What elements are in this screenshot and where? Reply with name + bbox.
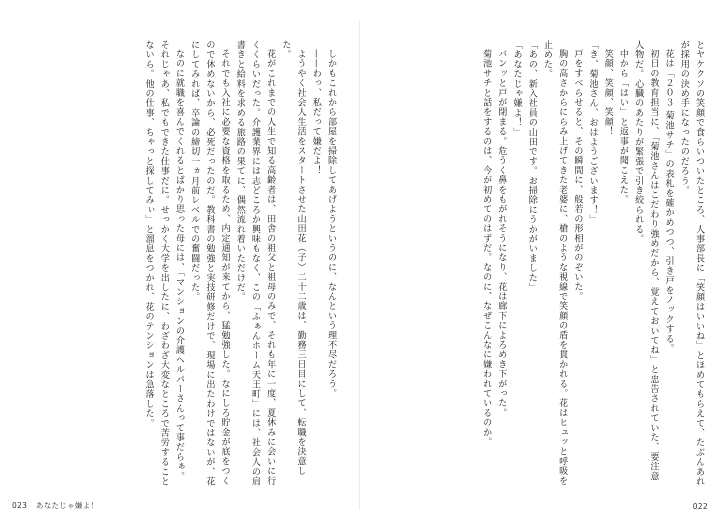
left-page-footer [12, 500, 98, 511]
paragraph: 花がこれまでの人生で知る高齢者は、田舎の祖父と祖母のみで、それも年に一度、夏休みに会いに行くくらいだった。介護業界には志どころか興味もなく、この「ふぁんホーム天王町」には、社会人の肩書きと給料を求める旅路の果てに、偶然流れ着いただけだ。 [234, 40, 276, 487]
paragraph: 「き、菊池さん、おはようございます！」 [587, 40, 598, 225]
page-number: 023 [12, 501, 28, 510]
paragraph: 中から「はい」と返事が聞こえた。 [617, 49, 628, 205]
paragraph: 胸の高さからにらみ上げてきた老婆に、槍のような視線で笑顔の盾を貫かれる。花はヒュッと呼吸を止めた。 [541, 40, 568, 486]
paragraph: 「あの、新入社員の山田です。お掃除にうかがいました」 [526, 40, 537, 293]
paragraph: 花は「２０３ 菊池サチ」の表札を確かめつつ、引き戸をノックする。 [663, 49, 674, 354]
page-number: 022 [692, 502, 708, 511]
paragraph: 菊池サチと話をするのは、今が初めてのはずだ。なのに、なぜこんなに嫌われているのか。 [481, 49, 492, 447]
right-page-text [376, 40, 706, 488]
paragraph: ようやく社会人生活をスタートさせた山田花（子）二十二歳は、勤務三日目にして、転職を決意した。 [280, 40, 306, 476]
paragraph: しかもこれから部屋を掃除してあげようというのに、なんという理不尽だろう。 [326, 49, 336, 399]
paragraph: 笑顔、笑顔、笑顔！ [602, 49, 613, 137]
running-title: あなたじゃ嫌よ！ [35, 501, 99, 510]
right-page-footer [693, 502, 708, 511]
paragraph: 初日の教育担当に、「菊池さんはこだわり強めだから、覚えておいてね」と忠告されていた、要注意人物だ。心臓のあたりが緊張で引き絞られる。 [633, 40, 659, 482]
paragraph: 「あなたじゃ嫌よ！」 [511, 40, 522, 137]
paragraph: 戸をすべらせると、その瞬間に、般若の形相がのぞいた。 [572, 49, 583, 302]
right-page [360, 0, 720, 529]
paragraph: ——わっ、私だって嫌だよ！ [310, 49, 321, 176]
paragraph: それでも入社に必要な資格を取るため、内定通知が来てから、猛勉強した。なにしろ貯金が底をつくので休めないから、必死だったのだ。教科書の勉強と実技研修だけで、現場に出たわけではないが、花にしてみれば、卒論の締切一ヵ月前レベルでの奮闘だった。 [189, 40, 230, 487]
paragraph: なのに就職を喜んでくれるとばかり思った母には、「マンションの介護ヘルパーさんって事だらぁ。それじゃあ、私でもできた仕事だに。せっかく大学を出したに、わざわざ大変なところで苦労することないら。他の仕事、ちゃっと探してみぃ」と溜息をつかれ、花のテンションは急落した。 [143, 40, 184, 487]
paragraph: バンッと戸が閉まる。危うく鼻をもがれそうになり、花は廊下によろめき下がった。 [496, 49, 507, 418]
paragraph: とヤケクソの笑顔で食らいついたところ、人事部長に「笑顔はいいね」とほめてもらえて、たぶんあれが採用の決め手になったのだろう。 [678, 40, 704, 487]
left-page-text [10, 40, 338, 488]
